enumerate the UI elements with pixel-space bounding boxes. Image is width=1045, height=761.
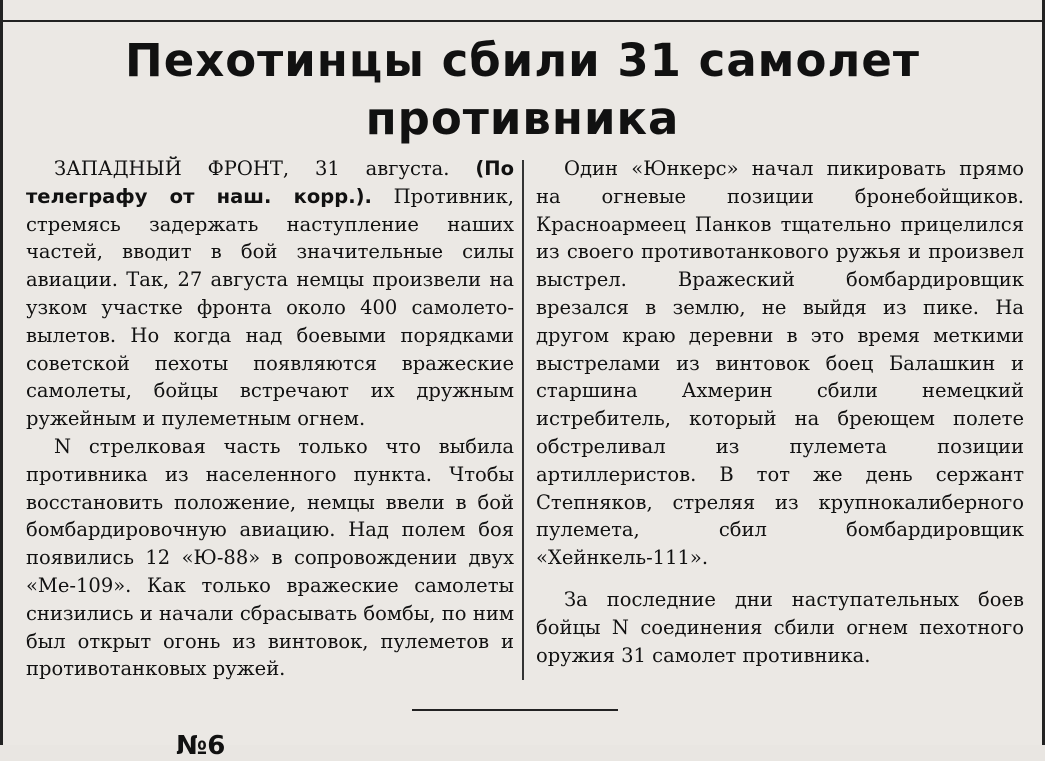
article-column-left [26, 155, 514, 683]
paragraph: N стрелковая часть только что выбила противника из населенного пункта. Чтобы восстановить положение, немцы ввели в бой бомбардировочную авиацию. Над полем боя появились 12 «Ю-88» в сопровождении двух «Ме-109». Как только вражеские самолеты снизились и начали сбрасывать бомбы, по ним был открыт огонь из винтовок, пулеметов и противотанковых ружей. [26, 434, 514, 681]
article-end-rule [412, 709, 618, 711]
column-divider [522, 160, 524, 680]
paragraph [26, 155, 514, 433]
top-rule [0, 20, 1045, 22]
article-headline [0, 32, 1045, 148]
headline-line-2: противника [365, 92, 680, 145]
dateline: ЗАПАДНЫЙ ФРОНТ, 31 августа. [54, 157, 450, 180]
paragraph-gap [536, 572, 1024, 586]
source-credit: (По телеграфу от наш. корр.). [26, 157, 514, 208]
article-column-right [536, 155, 1024, 669]
paragraph: Один «Юнкерс» начал пикировать прямо на огневые позиции бронебойщиков. Красноармеец Панков тщательно прицелился из своего противотанкового ружья и произвел выстрел. Вражеский бомбардировщик врезался в землю, не выйдя из пике. На другом краю деревни в это время меткими выстрелами из винтовок боец Балашкин и старшина Ахмерин сбили немецкий истребитель, который на бреющем полете обстреливал из пулемета позиции артиллеристов. В тот же день сержант Степняков, стреляя из крупнокалиберного пулемета, сбил бомбардировщик «Хейнкель-111». [536, 157, 1024, 570]
paragraph: За последние дни наступательных боев бойцы N соединения сбили огнем пехотного оружия 31 самолет противника. [536, 587, 1024, 667]
paragraph-text: Противник, стремясь задержать наступление наших частей, вводит в бой значительные силы авиации. Так, 27 августа немцы произвели на узком участке фронта около 400 самолето-вылетов. Но когда над боевыми порядками советской пехоты появляются вражеские самолеты, бойцы встречают их дружным ружейным и пулеметным огнем. [26, 184, 514, 431]
headline-line-1: Пехотинцы сбили 31 самолет [125, 34, 920, 87]
next-article-heading-fragment: №6 [176, 731, 226, 761]
